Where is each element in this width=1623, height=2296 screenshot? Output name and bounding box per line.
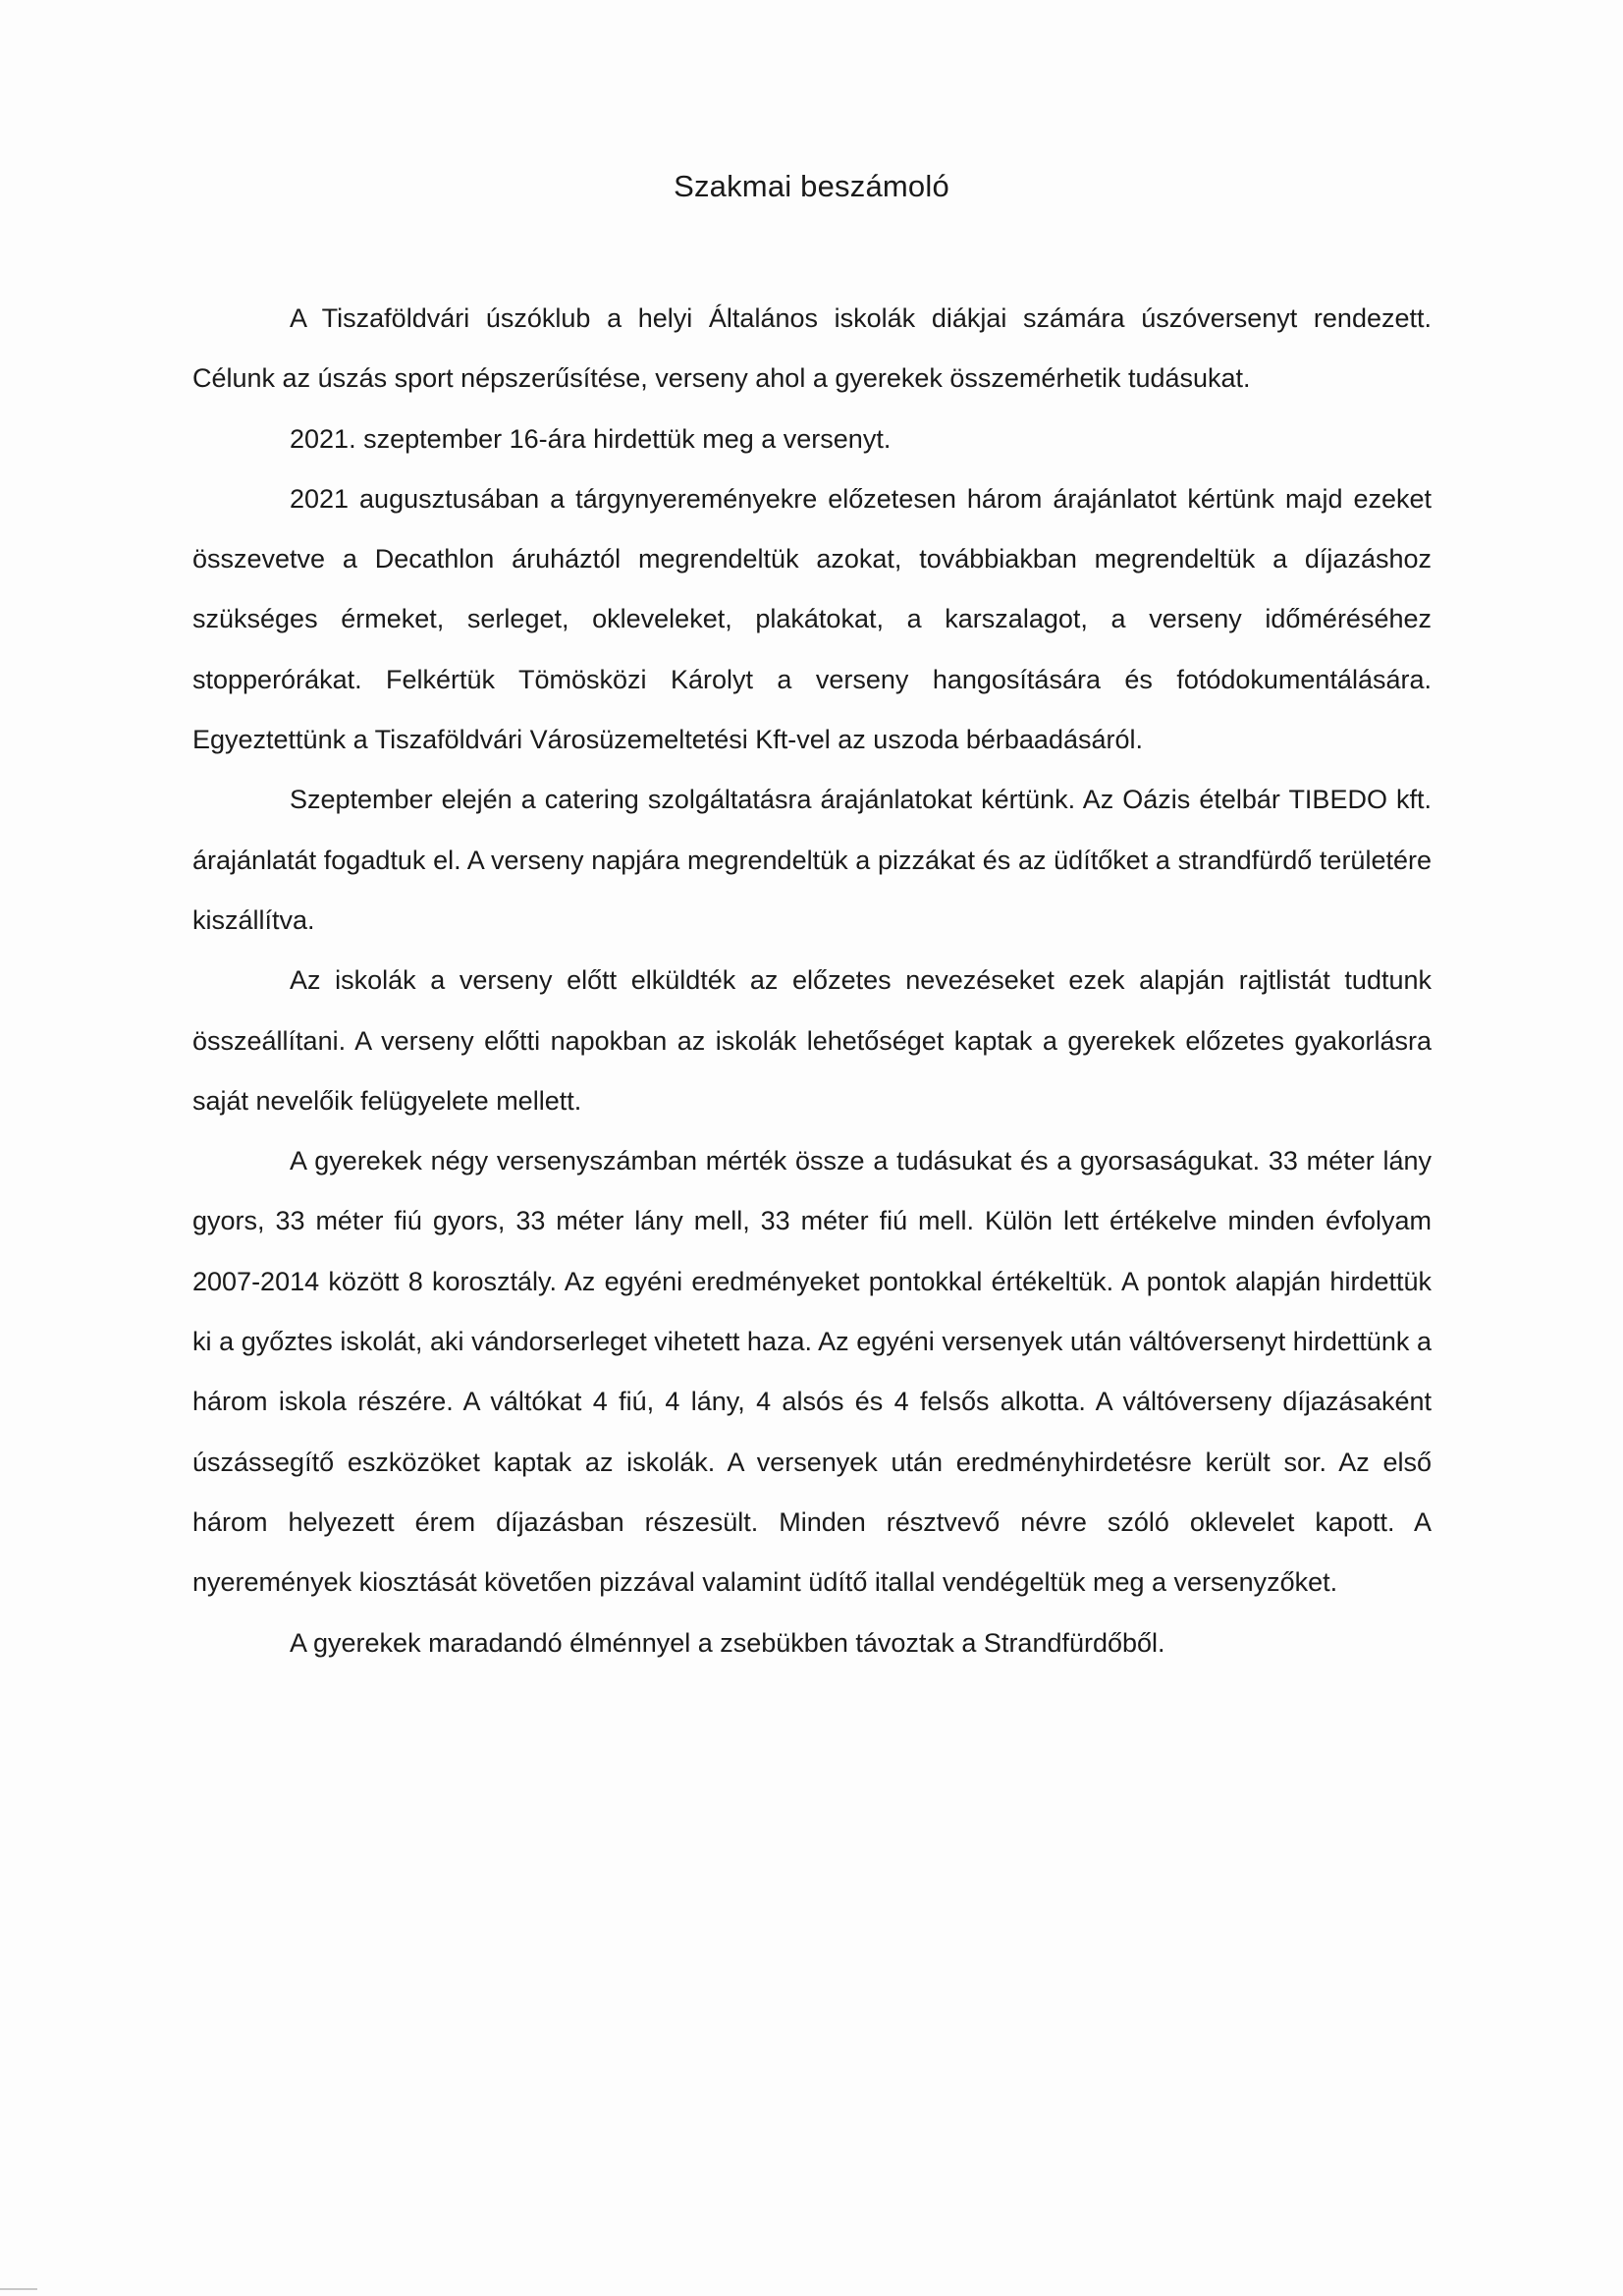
paragraph-intro: A Tiszaföldvári úszóklub a helyi Általános iskolák diákjai számára úszóversenyt rendezett. Célunk az úszás sport népszerűsítése, verseny ahol a gyerekek összemérhetik tudásukat. xyxy=(192,303,1432,394)
scan-edge-mark xyxy=(0,2288,37,2290)
paragraph-entries: Az iskolák a verseny előtt elküldték az előzetes nevezéseket ezek alapján rajtlistát tudtunk összeállítani. A verseny előtti napokban az iskolák lehetőséget kaptak a gyerekek előzetes gyakorlásra saját nevelőik felügyelete mellett. xyxy=(192,965,1432,1116)
page-title: Szakmai beszámoló xyxy=(674,169,949,203)
paragraph-catering: Szeptember elején a catering szolgáltatásra árajánlatokat kértünk. Az Oázis ételbár TIBEDO kft. árajánlatát fogadtuk el. A verseny napjára megrendeltük a pizzákat és az üdítőket a strandfürdő területére kiszállítva. xyxy=(192,785,1432,935)
paragraph-preparations: 2021 augusztusában a tárgynyereményekre előzetesen három árajánlatot kértünk majd ezeket összevetve a Decathlon áruháztól megrendeltük azokat, továbbiakban megrendeltük a díjazáshoz szükséges érmeket, serleget, okleveleket, plakátokat, a karszalagot, a verseny időméréséhez stopperórákat. Felkértük Tömösközi Károlyt a verseny hangosítására és fotódokumentálására. Egyeztettünk a Tiszaföldvári Városüzemeltetési Kft-vel az uszoda bérbaadásáról. xyxy=(192,483,1432,755)
paragraph-closing: A gyerekek maradandó élménnyel a zsebükben távoztak a Strandfürdőből. xyxy=(290,1627,1165,1658)
document-body xyxy=(192,289,1432,1673)
paragraph-events: A gyerekek négy versenyszámban mérték össze a tudásukat és a gyorsaságukat. 33 méter lány gyors, 33 méter fiú gyors, 33 méter lány mell, 33 méter fiú mell. Külön lett értékelve minden évfolyam 2007-2014 között 8 korosztály. Az egyéni eredményeket pontokkal értékeltük. A pontok alapján hirdettük ki a győztes iskolát, aki vándorserleget vihetett haza. Az egyéni versenyek után váltóversenyt hirdettünk a három iskola részére. A váltókat 4 fiú, 4 lány, 4 alsós és 4 felsős alkotta. A váltóverseny díjazásaként úszássegítő eszközöket kaptak az iskolák. A versenyek után eredményhirdetésre került sor. Az első három helyezett érem díjazásban részesült. Minden résztvevő névre szóló oklevelet kapott. A nyeremények kiosztását követően pizzával valamint üdítő itallal vendégeltük meg a versenyzőket. xyxy=(192,1146,1432,1598)
paragraph-date: 2021. szeptember 16-ára hirdettük meg a versenyt. xyxy=(290,423,892,454)
